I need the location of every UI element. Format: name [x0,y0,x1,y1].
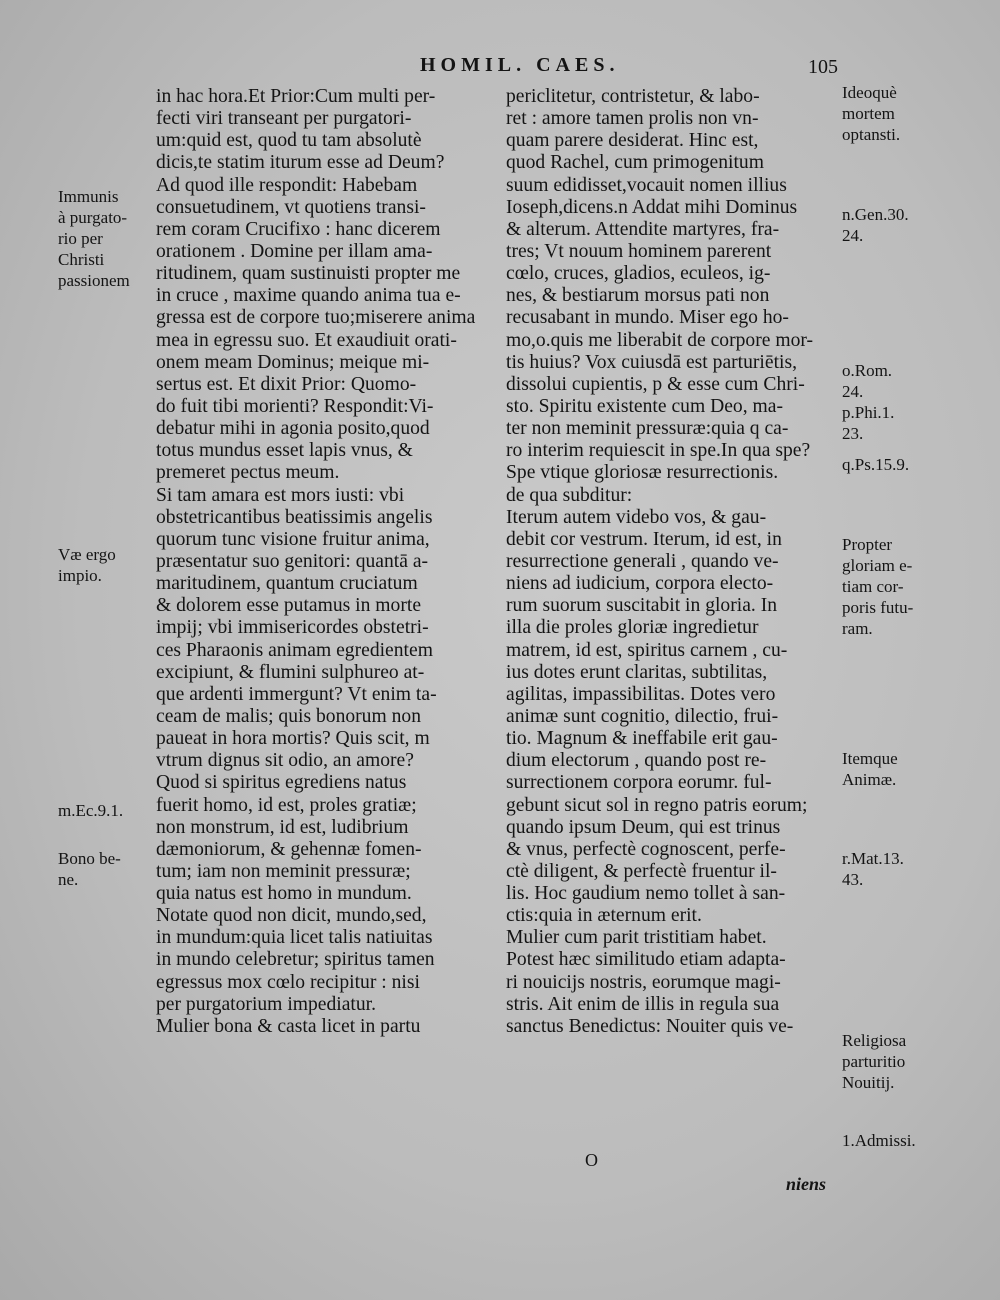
text-line: excipiunt, & flumini sulphureo at- [156,661,425,683]
text-line: gebunt sicut sol in regno patris eorum; [506,794,808,816]
margin-note-line: Itemque [842,749,898,768]
text-line: que ardenti immergunt? Vt enim ta- [156,683,437,705]
text-line: recusabant in mundo. Miser ego ho- [506,307,789,329]
margin-note-line: Christi [58,250,105,269]
text-line: matrem, id est, spiritus carnem , cu- [506,639,788,661]
text-line: ctis:quia in æternum erit. [506,905,702,927]
margin-note-line: ne. [58,870,79,889]
margin-note-line: parturitio [842,1052,906,1071]
margin-note [58,848,121,890]
margin-note-line: Bono be- [58,849,121,868]
text-line: fuerit homo, id est, proles gratiæ; [156,794,417,816]
margin-note [842,748,898,790]
text-line: obstetricantibus beatissimis angelis [156,506,433,528]
margin-note-line: passionem [58,271,130,290]
margin-note-line: Propter [842,535,893,554]
text-line: ces Pharaonis animam egredientem [156,639,433,661]
left-text-column [156,86,486,1038]
margin-note-line: poris futu- [842,598,914,617]
text-line: mea in egressu suo. Et exaudiuit orati- [156,329,457,351]
margin-note-line: 23. [842,424,864,443]
text-line: ri nouicijs nostris, eorumque magi- [506,971,781,993]
text-line: sertus est. Et dixit Prior: Quomo- [156,373,417,395]
margin-note-line: mortem [842,104,895,123]
text-line: cœlo, cruces, gladios, eculeos, ig- [506,263,771,285]
text-line: Iterum autem videbo vos, & gau- [506,506,767,528]
text-line: um:quid est, quod tu tam absolutè [156,130,422,152]
text-line: fecti viri transeant per purgatori- [156,108,412,130]
margin-note [842,82,900,145]
text-line: do fuit tibi morienti? Respondit:Vi- [156,395,434,417]
margin-note-line: n.Gen.30. [842,205,909,224]
margin-note-line: Animæ. [842,770,897,789]
text-line: tum; iam non meminit pressuræ; [156,860,411,882]
margin-note-line: ram. [842,619,873,638]
margin-note [842,402,894,444]
margin-note-line: q.Ps.15.9. [842,455,910,474]
text-line: Spe vtique gloriosæ resurrectionis. [506,462,779,484]
text-line: suum edidisset,vocauit nomen illius [506,174,787,196]
text-line: Notate quod non dicit, mundo,sed, [156,905,427,927]
margin-note-line: r.Mat.13. [842,849,904,868]
text-line: quorum tunc visione fruitur anima, [156,528,430,550]
signature-mark: O [585,1150,598,1170]
margin-note-line: optansti. [842,125,901,144]
text-line: premeret pectus meum. [156,462,340,484]
text-line: maritudinem, quantum cruciatum [156,573,418,595]
text-line: Quod si spiritus egrediens natus [156,772,407,794]
margin-note [842,534,913,639]
text-line: dicis,te statim iturum esse ad Deum? [156,152,445,174]
text-line: Mulier cum parit tristitiam habet. [506,927,767,949]
margin-note-line: à purgato- [58,208,128,227]
margin-note [842,1030,906,1093]
text-line: animæ sunt cognitio, dilectio, frui- [506,705,779,727]
margin-note-line: Immunis [58,187,119,206]
margin-note-line: gloriam e- [842,556,913,575]
text-line: stris. Ait enim de illis in regula sua [506,993,780,1015]
margin-note-line: p.Phi.1. [842,403,895,422]
margin-note-line: 24. [842,226,864,245]
margin-note-line: Religiosa [842,1031,907,1050]
text-line: sto. Spiritu existente cum Deo, ma- [506,395,783,417]
text-line: per purgatorium impediatur. [156,993,377,1015]
running-head: HOMIL. CAES. [420,54,620,76]
text-line: in mundo celebretur; spiritus tamen [156,949,435,971]
text-line: ceam de malis; quis bonorum non [156,705,422,727]
text-line: sanctus Benedictus: Nouiter quis ve- [506,1015,794,1037]
text-line: non monstrum, id est, ludibrium [156,816,409,838]
text-line: in mundum:quia licet talis natiuitas [156,927,433,949]
text-line: quod Rachel, cum primogenitum [506,152,764,174]
text-line: tis huius? Vox cuiusdā est parturiētis, [506,351,797,373]
text-line: dissolui cupientis, p & esse cum Chri- [506,373,805,395]
text-line: & dolorem esse putamus in morte [156,595,422,617]
text-line: in cruce , maxime quando anima tua e- [156,285,461,307]
text-line: niens ad iudicium, corpora electo- [506,573,774,595]
margin-note-line: 1.Admissi. [842,1131,916,1150]
text-line: agilitas, impassibilitas. Dotes vero [506,683,776,705]
text-line: ret : amore tamen prolis non vn- [506,108,759,130]
margin-note-line: rio per [58,229,103,248]
text-line: quando ipsum Deum, qui est trinus [506,816,781,838]
text-line: ter non meminit pressuræ:quia q ca- [506,418,789,440]
text-line: Mulier bona & casta licet in partu [156,1015,421,1037]
text-line: debatur mihi in agonia posito,quod [156,418,430,440]
catchword: niens [786,1174,827,1194]
text-line: vtrum dignus sit odio, an amore? [156,750,414,772]
margin-note-line: 24. [842,382,864,401]
margin-note [842,1130,916,1151]
text-line: debit cor vestrum. Iterum, id est, in [506,528,782,550]
text-line: dium electorum , quando post re- [506,750,767,772]
text-line: onem meam Dominus; meique mi- [156,351,430,373]
text-line: Si tam amara est mors iusti: vbi [156,484,405,506]
text-line: periclitetur, contristetur, & labo- [506,86,760,107]
text-line: gressa est de corpore tuo;miserere anima [156,307,476,329]
text-line: præsentatur suo genitori: quantā a- [156,550,429,572]
margin-note-line: o.Rom. [842,361,893,380]
text-line: Ad quod ille respondit: Habebam [156,174,418,196]
right-text-column [506,86,838,1038]
margin-note-line: Ideoquè [842,83,897,102]
margin-note [842,848,904,890]
text-line: ctè diligent, & perfectè fruentur il- [506,860,777,882]
text-line: Potest hæc similitudo etiam adapta- [506,949,786,971]
text-line: impij; vbi immisericordes obstetri- [156,617,429,639]
margin-note-line: Nouitij. [842,1073,895,1092]
margin-note-line: tiam cor- [842,577,904,596]
page-number: 105 [808,56,838,78]
margin-note [58,186,130,291]
text-line: & vnus, perfectè cognoscent, perfe- [506,838,786,860]
text-line: nes, & bestiarum morsus pati non [506,285,770,307]
margin-note-line: m.Ec.9.1. [58,801,124,820]
text-line: rum suorum suscitabit in gloria. In [506,595,778,617]
margin-note-line: Væ ergo [58,545,116,564]
text-line: de qua subditur: [506,484,633,506]
text-line: surrectionem corpora eorumr. ful- [506,772,772,794]
margin-note-line: impio. [58,566,102,585]
text-line: consuetudinem, vt quotiens transi- [156,196,426,218]
text-line: ritudinem, quam sustinuisti propter me [156,263,461,285]
text-line: rem coram Crucifixo : hanc dicerem [156,218,441,240]
margin-note [842,454,909,475]
text-line: tres; Vt nouum hominem parerent [506,240,772,262]
margin-note-line: 43. [842,870,864,889]
text-line: quia natus est homo in mundum. [156,883,412,905]
text-line: totus mundus esset lapis vnus, & [156,440,413,462]
text-line: quam parere desiderat. Hinc est, [506,130,759,152]
text-line: Ioseph,dicens.n Addat mihi Dominus [506,196,798,218]
text-line: lis. Hoc gaudium nemo tollet à san- [506,883,786,905]
margin-note [58,800,123,821]
margin-note [842,204,909,246]
text-line: & alterum. Attendite martyres, fra- [506,218,780,240]
text-line: dæmoniorum, & gehennæ fomen- [156,838,422,860]
text-line: tio. Magnum & ineffabile erit gau- [506,728,778,750]
text-line: orationem . Domine per illam ama- [156,240,433,262]
text-line: ius dotes erunt claritas, subtilitas, [506,661,768,683]
text-line: paueat in hora mortis? Quis scit, m [156,728,430,750]
text-line: mo,o.quis me liberabit de corpore mor- [506,329,814,351]
text-line: illa die proles gloriæ ingredietur [506,617,759,639]
margin-note [58,544,116,586]
text-line: egressus mox cœlo recipitur : nisi [156,971,420,993]
text-line: resurrectione generali , quando ve- [506,550,779,572]
text-line: in hac hora.Et Prior:Cum multi per- [156,86,436,107]
text-line: ro interim requiescit in spe.In qua spe? [506,440,811,462]
margin-note [842,360,892,402]
